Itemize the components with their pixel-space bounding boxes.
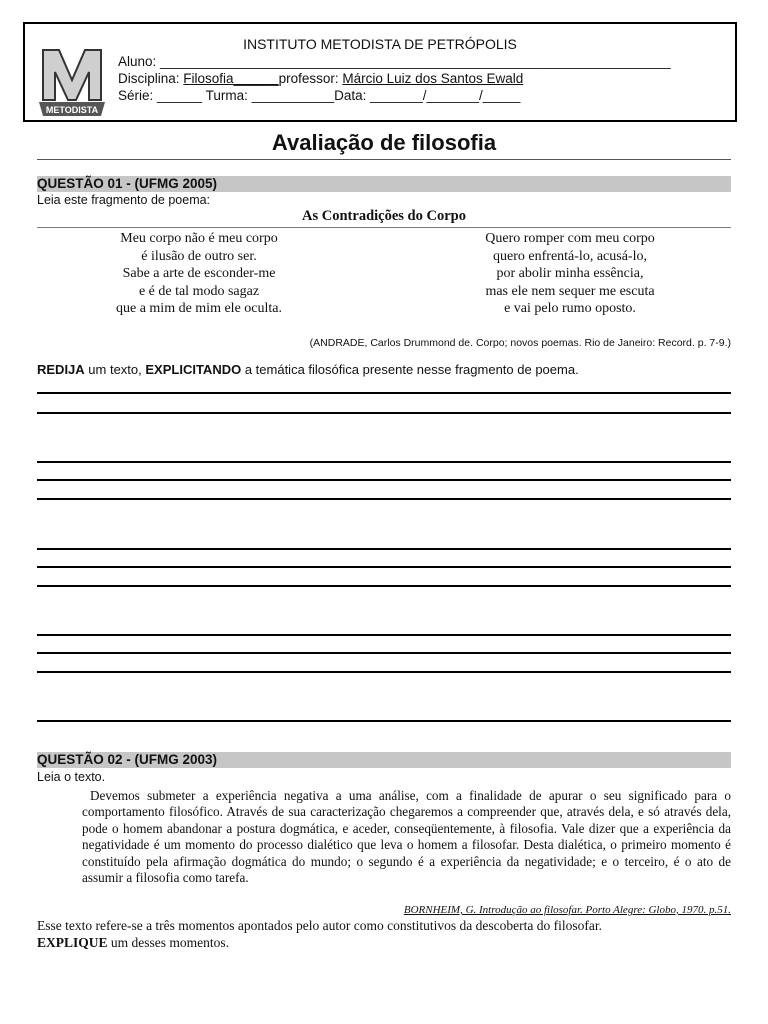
poem-line: que a mim de mim ele oculta. bbox=[115, 301, 282, 316]
stanza-right bbox=[400, 230, 740, 318]
answer-line[interactable] bbox=[37, 412, 731, 414]
question-1-intro: Leia este fragmento de poema: bbox=[37, 193, 211, 207]
poem-citation: (ANDRADE, Carlos Drummond de. Corpo; novos poemas. Rio de Janeiro: Record. p. 7-9.) bbox=[309, 337, 731, 349]
question-1-task bbox=[37, 362, 579, 377]
poem-title: As Contradições do Corpo bbox=[302, 208, 466, 224]
answer-line[interactable] bbox=[37, 652, 731, 654]
disciplina-line bbox=[118, 71, 523, 87]
quoted-paragraph bbox=[82, 788, 731, 886]
question-1-heading: QUESTÃO 01 - (UFMG 2005) bbox=[37, 176, 731, 192]
task-verb-explicitando: EXPLICITANDO bbox=[145, 362, 242, 377]
answer-line[interactable] bbox=[37, 479, 731, 481]
poem-line: é ilusão de outro ser. bbox=[141, 248, 257, 264]
disciplina-label: Disciplina: bbox=[118, 71, 184, 86]
professor-value: Márcio Luiz dos Santos Ewald bbox=[342, 71, 524, 86]
title-divider bbox=[37, 159, 731, 160]
task-text: um texto, bbox=[84, 362, 146, 377]
poem-divider bbox=[37, 227, 731, 228]
poem-line: e é de tal modo sagaz bbox=[138, 283, 260, 299]
stanza-left bbox=[29, 230, 369, 318]
answer-line[interactable] bbox=[37, 548, 731, 550]
poem-line: quero enfrentá-lo, acusá-lo, bbox=[493, 248, 647, 264]
answer-line[interactable] bbox=[37, 634, 731, 636]
task-verb-explique: EXPLIQUE bbox=[37, 935, 108, 950]
logo-text: METODISTA bbox=[45, 105, 99, 115]
answer-line[interactable] bbox=[37, 566, 731, 568]
answer-line[interactable] bbox=[37, 720, 731, 722]
page-title: Avaliação de filosofia bbox=[271, 130, 497, 155]
question-2-statement: Esse texto refere-se a três momentos apontados pelo autor como constitutivos da descoberta do filosofar. bbox=[37, 918, 602, 933]
serie-turma-data-line[interactable]: Série: ______ Turma: ___________Data: _______/_______/_____ bbox=[118, 88, 521, 103]
answer-line[interactable] bbox=[37, 585, 731, 587]
aluno-line bbox=[118, 54, 671, 70]
poem-line: Meu corpo não é meu corpo bbox=[120, 231, 278, 246]
poem-line: Sabe a arte de esconder-me bbox=[122, 266, 276, 281]
poem-line: Quero romper com meu corpo bbox=[485, 231, 655, 246]
header-box bbox=[23, 22, 737, 122]
question-2-heading: QUESTÃO 02 - (UFMG 2003) bbox=[37, 752, 731, 768]
paragraph-text: Devemos submeter a experiência negativa a uma análise, com a finalidade de apurar o seu significado para o comportamento filosófico. Através de sua caracterização chegaremos a compreender que, através dela, e só através dela, pode o homem abandonar a postura dogmática, e aceder, conseqüentemente, à filosofia. Vale dizer que a experiência da negatividade é um momento do processo dialético que leva o homem a filosofar. Desta dialética, o primeiro momento é constituído pela afirmação dogmática do mundo; o segundo é a experiência da negatividade; e o terceiro, é o ato de assumir a filosofia como tarefa. bbox=[82, 788, 731, 886]
task-verb-redija: REDIJA bbox=[37, 362, 85, 377]
disciplina-blank: ______ bbox=[233, 71, 279, 86]
answer-line[interactable] bbox=[37, 392, 731, 394]
aluno-label: Aluno: bbox=[118, 54, 161, 69]
poem-line: mas ele nem sequer me escuta bbox=[485, 283, 655, 299]
metodista-logo bbox=[37, 44, 107, 118]
task-text: a temática filosófica presente nesse fragmento de poema. bbox=[241, 362, 579, 377]
aluno-field[interactable]: ____________________________________________________________________ bbox=[160, 54, 671, 69]
answer-line[interactable] bbox=[37, 671, 731, 673]
answer-line[interactable] bbox=[37, 498, 731, 500]
institution-name: INSTITUTO METODISTA DE PETRÓPOLIS bbox=[243, 36, 517, 52]
task-text: um desses momentos. bbox=[107, 935, 230, 950]
disciplina-value: Filosofia bbox=[183, 71, 234, 86]
poem-line: por abolir minha essência, bbox=[496, 266, 644, 281]
poem-line: e vai pelo rumo oposto. bbox=[504, 301, 636, 316]
answer-line[interactable] bbox=[37, 461, 731, 463]
paragraph-citation: BORNHEIM, G. Introdução ao filosofar. Porto Alegre: Globo, 1970. p.51. bbox=[403, 904, 731, 916]
question-2-intro: Leia o texto. bbox=[37, 770, 106, 784]
professor-label: professor: bbox=[278, 71, 343, 86]
question-2-task bbox=[37, 935, 229, 951]
